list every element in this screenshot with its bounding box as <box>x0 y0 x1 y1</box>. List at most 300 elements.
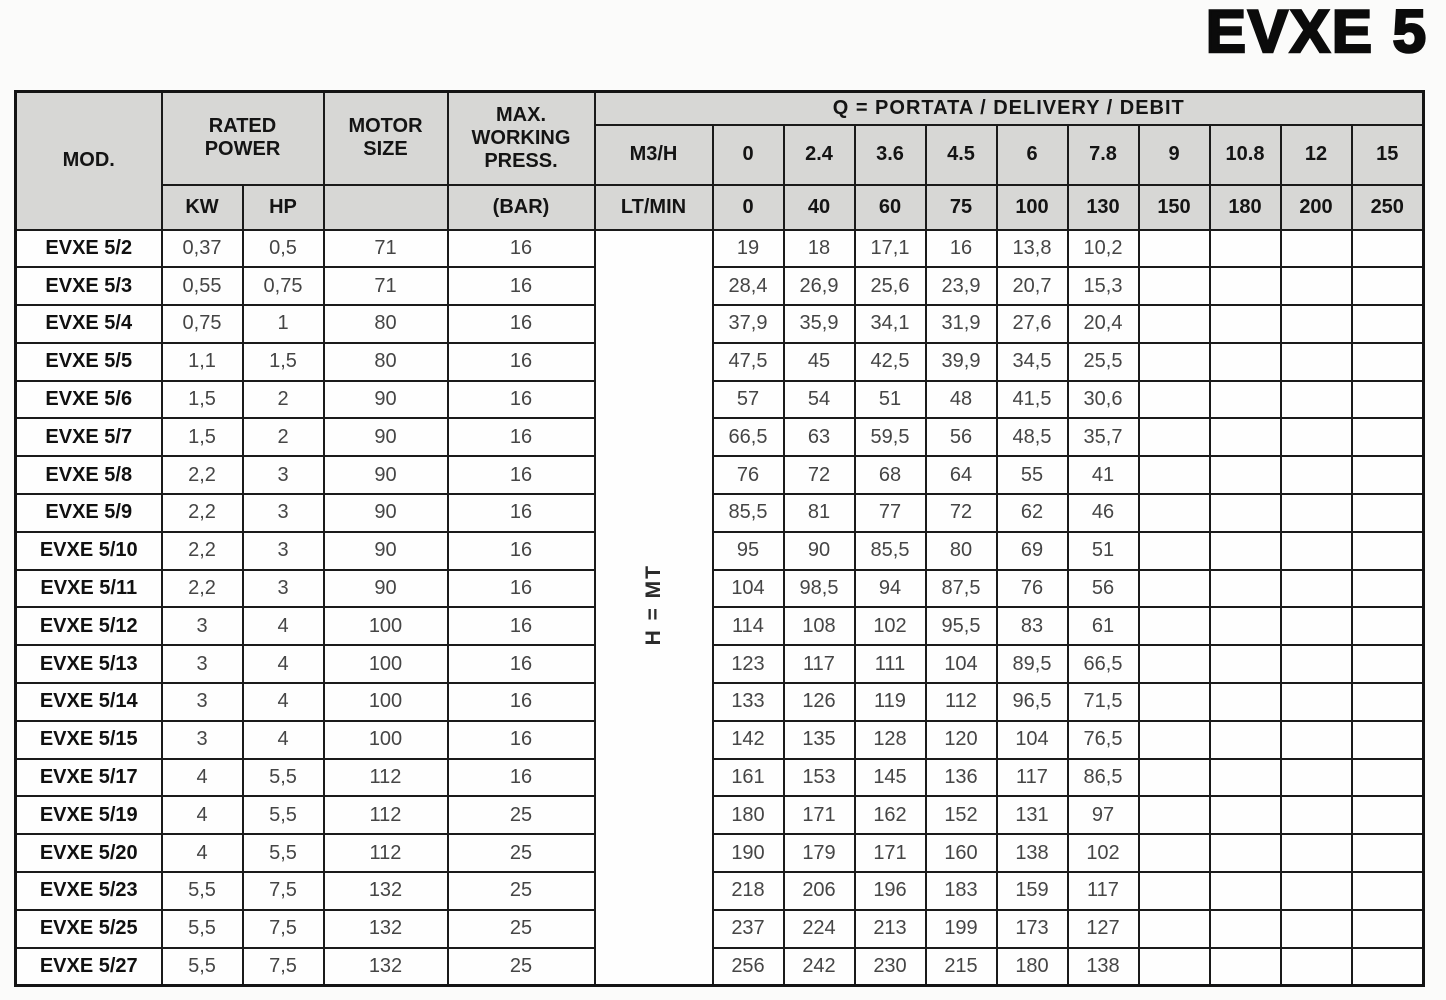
model-cell: EVXE 5/17 <box>16 759 162 797</box>
model-cell: EVXE 5/25 <box>16 910 162 948</box>
q-head-value-cell: 76 <box>713 456 784 494</box>
q-head-value-cell: 71,5 <box>1068 683 1139 721</box>
q-head-value-cell: 161 <box>713 759 784 797</box>
q-head-value-cell: 41 <box>1068 456 1139 494</box>
q-head-value-cell <box>1352 910 1424 948</box>
q-head-value-cell: 48 <box>926 381 997 419</box>
q-head-value-cell: 18 <box>784 230 855 268</box>
motor-size-value-cell: 132 <box>324 910 448 948</box>
q-head-value-cell: 35,7 <box>1068 418 1139 456</box>
q-head-value-cell <box>1352 683 1424 721</box>
q-head-value-cell: 76,5 <box>1068 721 1139 759</box>
q-head-value-cell <box>1352 645 1424 683</box>
max-press-value-cell: 16 <box>448 418 595 456</box>
q-head-value-cell: 76 <box>997 570 1068 608</box>
model-cell: EVXE 5/10 <box>16 532 162 570</box>
q-head-value-cell: 97 <box>1068 796 1139 834</box>
q-head-value-cell <box>1139 456 1210 494</box>
hp-value-cell: 0,5 <box>243 230 324 268</box>
q-head-value-cell: 230 <box>855 948 926 986</box>
q-head-value-cell <box>1210 456 1281 494</box>
q-head-value-cell: 111 <box>855 645 926 683</box>
table-row <box>16 494 1424 532</box>
q-head-value-cell <box>1210 796 1281 834</box>
kw-value-cell: 2,2 <box>162 532 243 570</box>
q-head-value-cell: 224 <box>784 910 855 948</box>
q-head-value-cell: 54 <box>784 381 855 419</box>
max-press-value-cell: 16 <box>448 570 595 608</box>
motor-size-value-cell: 100 <box>324 645 448 683</box>
q-head-value-cell: 47,5 <box>713 343 784 381</box>
model-cell: EVXE 5/23 <box>16 872 162 910</box>
q-head-value-cell <box>1139 230 1210 268</box>
motor-size-value-cell: 80 <box>324 305 448 343</box>
model-cell: EVXE 5/2 <box>16 230 162 268</box>
table-row <box>16 570 1424 608</box>
table-row <box>16 230 1424 268</box>
q-head-value-cell: 72 <box>926 494 997 532</box>
model-cell: EVXE 5/27 <box>16 948 162 986</box>
q-head-value-cell <box>1281 267 1352 305</box>
q-head-value-cell: 83 <box>997 607 1068 645</box>
motor-size-value-cell: 132 <box>324 948 448 986</box>
kw-value-cell: 1,5 <box>162 418 243 456</box>
q-head-value-cell <box>1210 645 1281 683</box>
q-head-value-cell: 51 <box>855 381 926 419</box>
max-press-value-cell: 16 <box>448 456 595 494</box>
q-head-value-cell <box>1352 721 1424 759</box>
q-head-value-cell <box>1139 418 1210 456</box>
q-head-value-cell <box>1352 872 1424 910</box>
motor-size-value-cell: 71 <box>324 267 448 305</box>
motor-size-value-cell: 71 <box>324 230 448 268</box>
column-header-max-working-press <box>448 92 595 185</box>
q-head-value-cell <box>1210 494 1281 532</box>
hp-value-cell: 5,5 <box>243 796 324 834</box>
q-head-value-cell <box>1210 759 1281 797</box>
q-head-value-cell: 80 <box>926 532 997 570</box>
q-head-value-cell: 136 <box>926 759 997 797</box>
hp-value-cell: 5,5 <box>243 759 324 797</box>
q-head-value-cell <box>1139 872 1210 910</box>
q-head-value-cell <box>1281 759 1352 797</box>
hp-value-cell: 3 <box>243 532 324 570</box>
q-head-value-cell: 117 <box>1068 872 1139 910</box>
q-head-value-cell: 160 <box>926 834 997 872</box>
q-head-value-cell: 89,5 <box>997 645 1068 683</box>
q-head-value-cell: 108 <box>784 607 855 645</box>
model-cell: EVXE 5/15 <box>16 721 162 759</box>
motor-size-value-cell: 90 <box>324 494 448 532</box>
max-press-value-cell: 16 <box>448 721 595 759</box>
table-row <box>16 872 1424 910</box>
q-head-value-cell <box>1352 834 1424 872</box>
q-head-value-cell: 28,4 <box>713 267 784 305</box>
q-head-value-cell: 69 <box>997 532 1068 570</box>
q-head-value-cell: 102 <box>855 607 926 645</box>
motor-size-value-cell: 132 <box>324 872 448 910</box>
q-head-value-cell <box>1281 683 1352 721</box>
q-head-value-cell: 61 <box>1068 607 1139 645</box>
motor-size-value-cell: 90 <box>324 532 448 570</box>
max-working-press-label: MAX. WORKING PRESS. <box>471 103 571 172</box>
hp-value-cell: 3 <box>243 494 324 532</box>
q-head-value-cell: 171 <box>784 796 855 834</box>
table-row <box>16 834 1424 872</box>
m3h-value: 4.5 <box>926 125 997 185</box>
kw-value-cell: 5,5 <box>162 910 243 948</box>
hp-value-cell: 1 <box>243 305 324 343</box>
q-head-value-cell <box>1139 910 1210 948</box>
q-head-value-cell <box>1210 381 1281 419</box>
q-head-value-cell: 104 <box>713 570 784 608</box>
kw-value-cell: 3 <box>162 721 243 759</box>
q-head-value-cell: 45 <box>784 343 855 381</box>
q-head-value-cell: 16 <box>926 230 997 268</box>
motor-size-label: MOTOR SIZE <box>348 115 423 161</box>
rated-power-label: RATED POWER <box>204 115 281 161</box>
q-head-value-cell: 179 <box>784 834 855 872</box>
model-cell: EVXE 5/6 <box>16 381 162 419</box>
q-head-value-cell <box>1281 910 1352 948</box>
hp-value-cell: 4 <box>243 645 324 683</box>
hp-value-cell: 5,5 <box>243 834 324 872</box>
table-header <box>16 92 1424 230</box>
table-row <box>16 456 1424 494</box>
q-head-value-cell <box>1352 230 1424 268</box>
q-head-value-cell: 199 <box>926 910 997 948</box>
motor-size-value-cell: 100 <box>324 683 448 721</box>
q-head-value-cell <box>1210 948 1281 986</box>
model-cell: EVXE 5/4 <box>16 305 162 343</box>
kw-value-cell: 4 <box>162 759 243 797</box>
kw-value-cell: 0,37 <box>162 230 243 268</box>
max-press-value-cell: 16 <box>448 759 595 797</box>
q-head-value-cell <box>1281 570 1352 608</box>
kw-value-cell: 3 <box>162 645 243 683</box>
motor-size-value-cell: 90 <box>324 456 448 494</box>
table-row <box>16 305 1424 343</box>
q-head-value-cell <box>1139 305 1210 343</box>
table-row <box>16 759 1424 797</box>
q-head-value-cell <box>1352 948 1424 986</box>
q-head-value-cell: 86,5 <box>1068 759 1139 797</box>
model-cell: EVXE 5/19 <box>16 796 162 834</box>
q-head-value-cell <box>1352 607 1424 645</box>
q-head-value-cell: 104 <box>997 721 1068 759</box>
ltmin-row-label: LT/MIN <box>595 185 713 230</box>
q-head-value-cell: 57 <box>713 381 784 419</box>
q-head-value-cell <box>1281 494 1352 532</box>
q-head-value-cell: 85,5 <box>855 532 926 570</box>
q-head-value-cell: 95 <box>713 532 784 570</box>
q-head-value-cell: 95,5 <box>926 607 997 645</box>
table-row <box>16 796 1424 834</box>
q-head-value-cell <box>1281 645 1352 683</box>
q-head-value-cell: 64 <box>926 456 997 494</box>
q-head-value-cell: 242 <box>784 948 855 986</box>
q-head-value-cell: 159 <box>997 872 1068 910</box>
q-head-value-cell: 66,5 <box>1068 645 1139 683</box>
max-press-value-cell: 16 <box>448 230 595 268</box>
q-head-value-cell: 126 <box>784 683 855 721</box>
q-head-value-cell: 63 <box>784 418 855 456</box>
ltmin-value: 150 <box>1139 185 1210 230</box>
q-head-value-cell: 162 <box>855 796 926 834</box>
q-head-value-cell <box>1281 343 1352 381</box>
q-head-value-cell: 34,1 <box>855 305 926 343</box>
hp-value-cell: 2 <box>243 418 324 456</box>
q-head-value-cell <box>1139 948 1210 986</box>
q-head-value-cell: 237 <box>713 910 784 948</box>
q-head-value-cell: 48,5 <box>997 418 1068 456</box>
q-head-value-cell: 35,9 <box>784 305 855 343</box>
ltmin-value: 40 <box>784 185 855 230</box>
q-head-value-cell <box>1139 494 1210 532</box>
q-head-value-cell: 215 <box>926 948 997 986</box>
q-head-value-cell <box>1139 721 1210 759</box>
q-head-value-cell <box>1352 418 1424 456</box>
column-header-mod: MOD. <box>16 92 162 230</box>
model-cell: EVXE 5/8 <box>16 456 162 494</box>
hp-value-cell: 0,75 <box>243 267 324 305</box>
model-cell: EVXE 5/5 <box>16 343 162 381</box>
q-head-value-cell <box>1210 230 1281 268</box>
q-head-value-cell <box>1139 570 1210 608</box>
q-head-value-cell: 196 <box>855 872 926 910</box>
q-head-value-cell: 56 <box>926 418 997 456</box>
table-row <box>16 381 1424 419</box>
m3h-row-label: M3/H <box>595 125 713 185</box>
q-head-value-cell <box>1352 796 1424 834</box>
q-head-value-cell: 10,2 <box>1068 230 1139 268</box>
q-head-value-cell: 77 <box>855 494 926 532</box>
motor-size-value-cell: 90 <box>324 381 448 419</box>
kw-value-cell: 5,5 <box>162 948 243 986</box>
q-head-value-cell: 152 <box>926 796 997 834</box>
q-head-value-cell: 135 <box>784 721 855 759</box>
q-head-value-cell: 171 <box>855 834 926 872</box>
m3h-value: 2.4 <box>784 125 855 185</box>
q-head-value-cell <box>1281 607 1352 645</box>
q-head-value-cell: 90 <box>784 532 855 570</box>
q-head-value-cell <box>1139 267 1210 305</box>
max-press-value-cell: 25 <box>448 948 595 986</box>
table-row <box>16 418 1424 456</box>
ltmin-value: 130 <box>1068 185 1139 230</box>
q-head-value-cell: 15,3 <box>1068 267 1139 305</box>
q-head-value-cell: 117 <box>997 759 1068 797</box>
q-head-value-cell <box>1352 381 1424 419</box>
q-head-value-cell <box>1139 381 1210 419</box>
q-head-value-cell: 96,5 <box>997 683 1068 721</box>
q-head-value-cell <box>1210 570 1281 608</box>
q-head-value-cell: 128 <box>855 721 926 759</box>
q-head-value-cell: 213 <box>855 910 926 948</box>
q-head-value-cell <box>1139 683 1210 721</box>
hp-value-cell: 7,5 <box>243 872 324 910</box>
h-mt-column <box>595 230 713 986</box>
max-press-value-cell: 16 <box>448 494 595 532</box>
kw-value-cell: 0,75 <box>162 305 243 343</box>
table-row <box>16 343 1424 381</box>
m3h-value: 3.6 <box>855 125 926 185</box>
q-head-value-cell: 102 <box>1068 834 1139 872</box>
q-head-value-cell: 34,5 <box>997 343 1068 381</box>
h-mt-label: H = MT <box>641 564 665 646</box>
hp-value-cell: 4 <box>243 721 324 759</box>
m3h-value: 15 <box>1352 125 1424 185</box>
q-head-value-cell <box>1139 532 1210 570</box>
q-head-value-cell: 206 <box>784 872 855 910</box>
ltmin-value: 180 <box>1210 185 1281 230</box>
q-head-value-cell <box>1352 494 1424 532</box>
ltmin-value: 60 <box>855 185 926 230</box>
table-row <box>16 532 1424 570</box>
ltmin-value: 0 <box>713 185 784 230</box>
table-body <box>16 230 1424 986</box>
q-head-value-cell: 180 <box>997 948 1068 986</box>
q-head-value-cell <box>1281 872 1352 910</box>
q-head-value-cell <box>1281 948 1352 986</box>
q-head-value-cell <box>1139 796 1210 834</box>
q-head-value-cell: 46 <box>1068 494 1139 532</box>
q-head-value-cell: 133 <box>713 683 784 721</box>
max-press-value-cell: 25 <box>448 910 595 948</box>
motor-size-value-cell: 100 <box>324 607 448 645</box>
max-press-value-cell: 16 <box>448 343 595 381</box>
kw-value-cell: 5,5 <box>162 872 243 910</box>
table-row <box>16 267 1424 305</box>
motor-size-value-cell: 90 <box>324 418 448 456</box>
column-header-rated-power <box>162 92 324 185</box>
q-head-value-cell: 37,9 <box>713 305 784 343</box>
hp-value-cell: 3 <box>243 456 324 494</box>
kw-value-cell: 3 <box>162 683 243 721</box>
q-head-value-cell <box>1352 343 1424 381</box>
max-press-value-cell: 16 <box>448 645 595 683</box>
q-head-value-cell: 26,9 <box>784 267 855 305</box>
q-head-value-cell: 131 <box>997 796 1068 834</box>
model-cell: EVXE 5/20 <box>16 834 162 872</box>
kw-value-cell: 2,2 <box>162 494 243 532</box>
q-head-value-cell: 42,5 <box>855 343 926 381</box>
ltmin-value: 75 <box>926 185 997 230</box>
table-row <box>16 721 1424 759</box>
hp-value-cell: 4 <box>243 607 324 645</box>
q-head-value-cell: 39,9 <box>926 343 997 381</box>
q-head-value-cell: 31,9 <box>926 305 997 343</box>
q-head-value-cell <box>1352 532 1424 570</box>
q-head-value-cell: 183 <box>926 872 997 910</box>
motor-size-value-cell: 90 <box>324 570 448 608</box>
q-head-value-cell: 173 <box>997 910 1068 948</box>
q-head-value-cell: 123 <box>713 645 784 683</box>
max-press-value-cell: 25 <box>448 796 595 834</box>
max-press-value-cell: 25 <box>448 834 595 872</box>
q-head-value-cell <box>1281 456 1352 494</box>
q-head-value-cell <box>1352 267 1424 305</box>
kw-value-cell: 1,1 <box>162 343 243 381</box>
column-header-q-delivery: Q = PORTATA / DELIVERY / DEBIT <box>595 92 1424 125</box>
m3h-value: 6 <box>997 125 1068 185</box>
q-head-value-cell <box>1139 645 1210 683</box>
q-head-value-cell <box>1281 532 1352 570</box>
motor-size-value-cell: 112 <box>324 834 448 872</box>
q-head-value-cell <box>1281 230 1352 268</box>
q-head-value-cell: 30,6 <box>1068 381 1139 419</box>
q-head-value-cell: 27,6 <box>997 305 1068 343</box>
q-head-value-cell <box>1210 532 1281 570</box>
kw-value-cell: 0,55 <box>162 267 243 305</box>
q-head-value-cell: 180 <box>713 796 784 834</box>
q-head-value-cell: 85,5 <box>713 494 784 532</box>
motor-size-value-cell: 112 <box>324 759 448 797</box>
kw-value-cell: 4 <box>162 796 243 834</box>
q-head-value-cell <box>1210 683 1281 721</box>
q-head-value-cell <box>1281 796 1352 834</box>
q-head-value-cell: 68 <box>855 456 926 494</box>
m3h-value: 7.8 <box>1068 125 1139 185</box>
model-cell: EVXE 5/7 <box>16 418 162 456</box>
q-head-value-cell: 25,6 <box>855 267 926 305</box>
ltmin-value: 200 <box>1281 185 1352 230</box>
q-head-value-cell <box>1139 607 1210 645</box>
ltmin-value: 250 <box>1352 185 1424 230</box>
q-head-value-cell: 190 <box>713 834 784 872</box>
q-head-value-cell <box>1210 418 1281 456</box>
q-head-value-cell <box>1210 910 1281 948</box>
q-head-value-cell: 62 <box>997 494 1068 532</box>
motor-size-header-empty <box>324 185 448 230</box>
q-head-value-cell: 218 <box>713 872 784 910</box>
q-head-value-cell: 104 <box>926 645 997 683</box>
q-head-value-cell: 117 <box>784 645 855 683</box>
q-head-value-cell: 98,5 <box>784 570 855 608</box>
q-head-value-cell <box>1281 834 1352 872</box>
hp-value-cell: 3 <box>243 570 324 608</box>
motor-size-value-cell: 100 <box>324 721 448 759</box>
q-head-value-cell <box>1210 343 1281 381</box>
q-head-value-cell: 112 <box>926 683 997 721</box>
model-cell: EVXE 5/12 <box>16 607 162 645</box>
header-row-q <box>16 92 1424 125</box>
pump-spec-table <box>14 90 1425 987</box>
q-head-value-cell <box>1281 305 1352 343</box>
m3h-value: 12 <box>1281 125 1352 185</box>
table-row <box>16 910 1424 948</box>
hp-header: HP <box>243 185 324 230</box>
q-head-value-cell <box>1210 607 1281 645</box>
q-head-value-cell <box>1281 418 1352 456</box>
hp-value-cell: 2 <box>243 381 324 419</box>
q-head-value-cell <box>1352 305 1424 343</box>
hp-value-cell: 1,5 <box>243 343 324 381</box>
q-head-value-cell: 56 <box>1068 570 1139 608</box>
kw-value-cell: 2,2 <box>162 456 243 494</box>
q-head-value-cell: 59,5 <box>855 418 926 456</box>
q-head-value-cell: 127 <box>1068 910 1139 948</box>
q-head-value-cell: 153 <box>784 759 855 797</box>
q-head-value-cell: 142 <box>713 721 784 759</box>
q-head-value-cell <box>1210 872 1281 910</box>
kw-value-cell: 2,2 <box>162 570 243 608</box>
q-head-value-cell <box>1139 834 1210 872</box>
q-head-value-cell: 66,5 <box>713 418 784 456</box>
q-head-value-cell <box>1352 759 1424 797</box>
q-head-value-cell: 20,7 <box>997 267 1068 305</box>
q-head-value-cell: 87,5 <box>926 570 997 608</box>
